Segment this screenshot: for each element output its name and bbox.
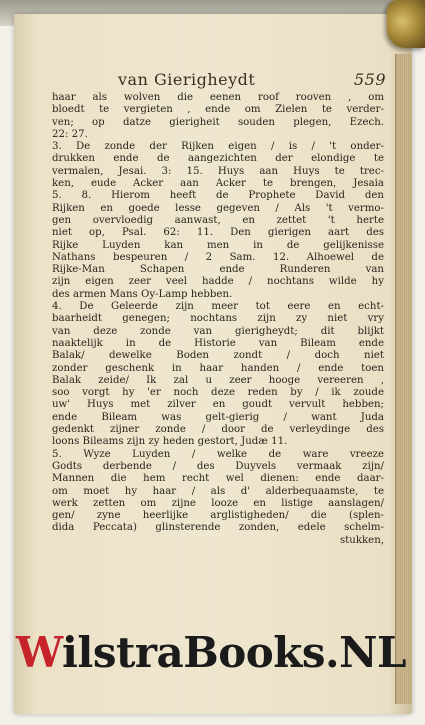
body-text bbox=[52, 92, 384, 547]
text-line: 5. Wyze Luyden / welke de ware vreeze bbox=[52, 448, 384, 460]
text-line: dida Peccata) glinsterende zonden, edele schelm- bbox=[52, 522, 384, 534]
text-line: Rijken en goede lesse gegeven / Als 't vermo- bbox=[52, 202, 384, 214]
text-line: 3. De zonde der Rijken eigen / is / 't onder- bbox=[52, 141, 384, 153]
text-line: Balak/ dewelke Boden zondt / doch niet bbox=[52, 350, 384, 362]
page-number: 559 bbox=[353, 70, 386, 89]
text-line: 4. De Geleerde zijn meer tot eere en echt- bbox=[52, 301, 384, 313]
page-header bbox=[118, 70, 408, 92]
text-line: Godts derbende / des Duyvels vermaak zijn/ bbox=[52, 460, 384, 472]
text-line: Balak zeide/ Ik zal u zeer hooge vereeren , bbox=[52, 374, 384, 386]
text-line: 5. 8. Hierom heeft de Prophete David den bbox=[52, 190, 384, 202]
text-line: gen overvloedig aanwast, en zettet 't herte bbox=[52, 214, 384, 226]
text-line: haar als wolven die eenen roof rooven , om bbox=[52, 92, 384, 103]
watermark-logo bbox=[16, 628, 408, 678]
text-line: naaktelijk in de Historie van Bileam ende bbox=[52, 337, 384, 349]
text-line: des armen Mans Oy-Lamp hebben. bbox=[52, 288, 233, 300]
text-line: bloedt te vergieten , ende om Zielen te verder- bbox=[52, 104, 384, 116]
text-line: Rijke-Man Schapen ende Runderen van bbox=[52, 264, 384, 276]
text-line: loons Bileams zijn zy heden gestort, Judæ 11. bbox=[52, 436, 288, 448]
watermark-first-letter: W bbox=[16, 628, 62, 677]
text-line: ven; op datze gierigheit souden plegen, Ezech. bbox=[52, 116, 384, 128]
text-line: van deze zonde van gierigheydt; dit blijkt bbox=[52, 325, 384, 337]
text-line: zijn eigen zeer veel hadde / nochtans wilde hy bbox=[52, 276, 384, 288]
text-line: gen/ zyne heerlijke arglistigheden/ die (splen- bbox=[52, 510, 384, 522]
text-line: werk zetten om zijne looze en listige aanslagen/ bbox=[52, 497, 384, 509]
text-line: baarheidt genegen; nochtans zijn zy niet vry bbox=[52, 313, 384, 325]
text-line: uw' Huys met zilver en goudt vervult hebben; bbox=[52, 399, 384, 411]
text-line: ende Bileam was gelt-gierig / want Juda bbox=[52, 411, 384, 423]
page-edges bbox=[395, 54, 412, 704]
text-line: drukken ende de aangezichten der elondige te bbox=[52, 153, 384, 165]
text-line: om moet hy haar / als d' alderbequaamste, te bbox=[52, 485, 384, 497]
brass-clasp bbox=[387, 0, 425, 48]
text-line: stukken, bbox=[339, 534, 384, 546]
text-line: vermalen, Jesai. 3: 15. Huys aan Huys te trec- bbox=[52, 165, 384, 177]
text-line: Mannen die hem recht wel dienen: ende daar- bbox=[52, 473, 384, 485]
watermark-rest: ilstraBooks.NL bbox=[61, 628, 407, 677]
text-line: niet op, Psal. 62: 11. Den gierigen aart des bbox=[52, 227, 384, 239]
text-line: zonder geschenk in haar handen / ende toen bbox=[52, 362, 384, 374]
text-line: soo vorgt hy 'er noch deze reden by / ik zoude bbox=[52, 387, 384, 399]
running-head: van Gierigheydt bbox=[118, 70, 256, 89]
text-line: 22: 27. bbox=[52, 128, 88, 140]
text-line: ken, eude Acker aan Acker te brengen, Jesaia bbox=[52, 178, 384, 190]
text-line: Nathans bespeuren / 2 Sam. 12. Alhoewel de bbox=[52, 251, 384, 263]
text-line: gedenkt zijner zonde / door de verleydinge des bbox=[52, 424, 384, 436]
text-line: Rijke Luyden kan men in de gelijkenisse bbox=[52, 239, 384, 251]
